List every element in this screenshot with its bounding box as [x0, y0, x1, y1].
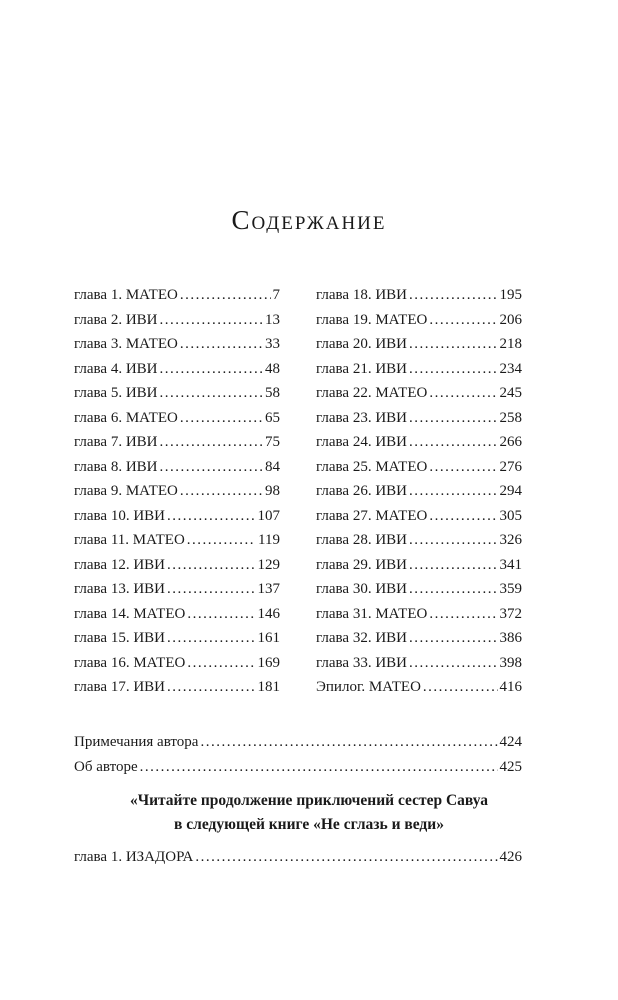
- dot-leader: [409, 357, 498, 382]
- toc-entry-label: глава 30. ИВИ: [316, 581, 407, 597]
- toc-entry-label: глава 14. МАТЕО: [74, 605, 186, 622]
- toc-entry: [316, 504, 522, 529]
- toc-entry-page: 206: [499, 311, 522, 328]
- toc-entry-label: глава 1. ИЗАДОРА: [74, 849, 194, 865]
- toc-entry: [74, 553, 280, 578]
- toc-entry-label: глава 25. МАТЕО: [316, 458, 428, 475]
- toc-entry: [74, 479, 280, 504]
- dot-leader: [160, 381, 264, 406]
- toc-entry-page: 416: [499, 679, 522, 695]
- toc-entry-page: 398: [499, 654, 522, 671]
- toc-entry-page: 326: [499, 532, 522, 548]
- toc-entry-label: глава 5. ИВИ: [74, 385, 158, 401]
- toc-entry: [316, 455, 522, 480]
- toc-entry-label: Об авторе: [74, 758, 138, 775]
- toc-entry: [74, 455, 280, 480]
- toc-entry-label: глава 29. ИВИ: [316, 556, 407, 573]
- dot-leader: [160, 455, 264, 480]
- toc-entry-page: 107: [257, 507, 280, 524]
- toc-entry-label: глава 8. ИВИ: [74, 458, 158, 475]
- toc-entry: [316, 283, 522, 308]
- toc-entry: [74, 675, 280, 700]
- toc-entry-label: глава 2. ИВИ: [74, 311, 158, 328]
- toc-entry-label: глава 11. МАТЕО: [74, 532, 185, 548]
- toc-entry-label: глава 32. ИВИ: [316, 630, 407, 646]
- promo-line-2: в следующей книге «Не сглазь и веди»: [174, 816, 444, 833]
- toc-entry-page: 98: [265, 483, 280, 499]
- toc-entry-page: 372: [499, 605, 522, 622]
- toc-entry-label: глава 27. МАТЕО: [316, 507, 428, 524]
- toc-entry-page: 294: [499, 483, 522, 499]
- promo-line-1: «Читайте продолжение приключений сестер Савуа: [129, 792, 489, 809]
- dot-leader: [429, 381, 497, 406]
- toc-entry-page: 195: [499, 287, 522, 303]
- toc-entry: [316, 308, 522, 333]
- dot-leader: [167, 675, 256, 700]
- sequel-promo: [0, 789, 618, 837]
- dot-leader: [180, 406, 263, 431]
- toc-entry-page: 75: [265, 434, 280, 450]
- toc-entry: [316, 430, 522, 455]
- dot-leader: [195, 845, 497, 870]
- toc-entry-page: 359: [499, 581, 522, 597]
- toc-entry-page: 65: [265, 409, 280, 426]
- toc-entry-page: 266: [499, 434, 522, 450]
- toc-entry-page: 7: [272, 287, 280, 303]
- dot-leader: [187, 602, 255, 627]
- dot-leader: [429, 308, 497, 333]
- dot-leader: [180, 332, 263, 357]
- toc-entry-label: глава 10. ИВИ: [74, 507, 165, 524]
- toc-entry-page: 234: [499, 360, 522, 377]
- dot-leader: [409, 430, 498, 455]
- toc-entry: [74, 626, 280, 651]
- toc-entry: [74, 845, 522, 870]
- toc-entry-label: глава 16. МАТЕО: [74, 654, 186, 671]
- toc-entry: [316, 479, 522, 504]
- toc-entry-label: Примечания автора: [74, 734, 199, 750]
- dot-leader: [160, 308, 264, 333]
- toc-entry-page: 33: [265, 336, 280, 352]
- toc-entry-page: 48: [265, 360, 280, 377]
- toc-entry-page: 129: [257, 556, 280, 573]
- toc-entry-page: 245: [499, 385, 522, 401]
- toc-entry-label: Эпилог. МАТЕО: [316, 679, 421, 695]
- toc-entry-label: глава 1. МАТЕО: [74, 287, 178, 303]
- dot-leader: [140, 755, 498, 780]
- dot-leader: [409, 479, 498, 504]
- toc-entry-page: 426: [499, 849, 522, 865]
- toc-entry: [74, 577, 280, 602]
- dot-leader: [160, 357, 264, 382]
- dot-leader: [429, 602, 497, 627]
- dot-leader: [187, 528, 256, 553]
- toc-entry-page: 161: [257, 630, 280, 646]
- toc-entry: [316, 577, 522, 602]
- dot-leader: [409, 406, 498, 431]
- toc-entry: [316, 675, 522, 700]
- toc-entry: [74, 528, 280, 553]
- dot-leader: [180, 479, 263, 504]
- toc-entry-label: глава 7. ИВИ: [74, 434, 158, 450]
- dot-leader: [160, 430, 264, 455]
- toc-entry-page: 218: [499, 336, 522, 352]
- dot-leader: [409, 626, 498, 651]
- toc-right-column: [316, 283, 522, 700]
- toc-entry-label: глава 21. ИВИ: [316, 360, 407, 377]
- toc-entry-page: 386: [499, 630, 522, 646]
- toc-entry: [74, 755, 522, 780]
- dot-leader: [180, 283, 271, 308]
- toc-entry: [316, 332, 522, 357]
- toc-entry: [74, 381, 280, 406]
- toc-extras: [74, 730, 522, 779]
- dot-leader: [409, 528, 498, 553]
- dot-leader: [167, 553, 256, 578]
- dot-leader: [409, 283, 498, 308]
- toc-entry-page: 13: [265, 311, 280, 328]
- toc-entry-label: глава 18. ИВИ: [316, 287, 407, 303]
- dot-leader: [409, 577, 498, 602]
- dot-leader: [409, 553, 498, 578]
- toc-entry: [74, 332, 280, 357]
- dot-leader: [167, 577, 256, 602]
- toc-entry: [74, 602, 280, 627]
- toc-entry-page: 119: [258, 532, 280, 548]
- toc-entry: [316, 406, 522, 431]
- toc-entry-page: 84: [265, 458, 280, 475]
- toc-entry-label: глава 26. ИВИ: [316, 483, 407, 499]
- toc-entry-label: глава 22. МАТЕО: [316, 385, 428, 401]
- toc-bonus: [74, 845, 522, 870]
- toc-entry-label: глава 20. ИВИ: [316, 336, 407, 352]
- toc-entry: [316, 602, 522, 627]
- toc-entry: [74, 283, 280, 308]
- toc-entry-page: 424: [499, 734, 522, 750]
- toc-entry-label: глава 3. МАТЕО: [74, 336, 178, 352]
- toc-entry-label: глава 9. МАТЕО: [74, 483, 178, 499]
- toc-entry-label: глава 12. ИВИ: [74, 556, 165, 573]
- dot-leader: [187, 651, 255, 676]
- toc-entry-label: глава 33. ИВИ: [316, 654, 407, 671]
- toc-entry-page: 305: [499, 507, 522, 524]
- toc-entry-label: глава 17. ИВИ: [74, 679, 165, 695]
- toc-entry: [74, 651, 280, 676]
- dot-leader: [167, 626, 256, 651]
- dot-leader: [409, 651, 498, 676]
- toc-entry: [316, 381, 522, 406]
- toc-entry-label: глава 19. МАТЕО: [316, 311, 428, 328]
- toc-entry: [74, 430, 280, 455]
- toc-entry: [316, 626, 522, 651]
- toc-entry-label: глава 28. ИВИ: [316, 532, 407, 548]
- toc-entry-page: 181: [257, 679, 280, 695]
- toc-entry-label: глава 31. МАТЕО: [316, 605, 428, 622]
- toc-entry: [316, 651, 522, 676]
- dot-leader: [429, 504, 497, 529]
- dot-leader: [429, 455, 497, 480]
- toc-entry-page: 146: [257, 605, 280, 622]
- toc-entry-page: 341: [499, 556, 522, 573]
- toc-entry-page: 258: [499, 409, 522, 426]
- toc-entry: [74, 406, 280, 431]
- toc-left-column: [74, 283, 280, 700]
- toc-entry: [74, 730, 522, 755]
- toc-entry: [316, 528, 522, 553]
- dot-leader: [409, 332, 498, 357]
- toc-entry: [74, 504, 280, 529]
- toc-entry-page: 276: [499, 458, 522, 475]
- toc-entry: [74, 308, 280, 333]
- toc-entry-page: 137: [257, 581, 280, 597]
- dot-leader: [167, 504, 256, 529]
- toc-entry-label: глава 23. ИВИ: [316, 409, 407, 426]
- toc-entry-page: 425: [499, 758, 522, 775]
- toc-entry-page: 169: [257, 654, 280, 671]
- toc-entry-label: глава 6. МАТЕО: [74, 409, 178, 426]
- toc-entry-page: 58: [265, 385, 280, 401]
- toc-entry: [316, 553, 522, 578]
- toc-entry: [316, 357, 522, 382]
- dot-leader: [423, 675, 498, 700]
- toc-entry-label: глава 15. ИВИ: [74, 630, 165, 646]
- toc-entry-label: глава 13. ИВИ: [74, 581, 165, 597]
- dot-leader: [200, 730, 497, 755]
- toc-entry-label: глава 24. ИВИ: [316, 434, 407, 450]
- toc-entry-label: глава 4. ИВИ: [74, 360, 158, 377]
- toc-entry: [74, 357, 280, 382]
- page-title: Содержание: [231, 205, 387, 235]
